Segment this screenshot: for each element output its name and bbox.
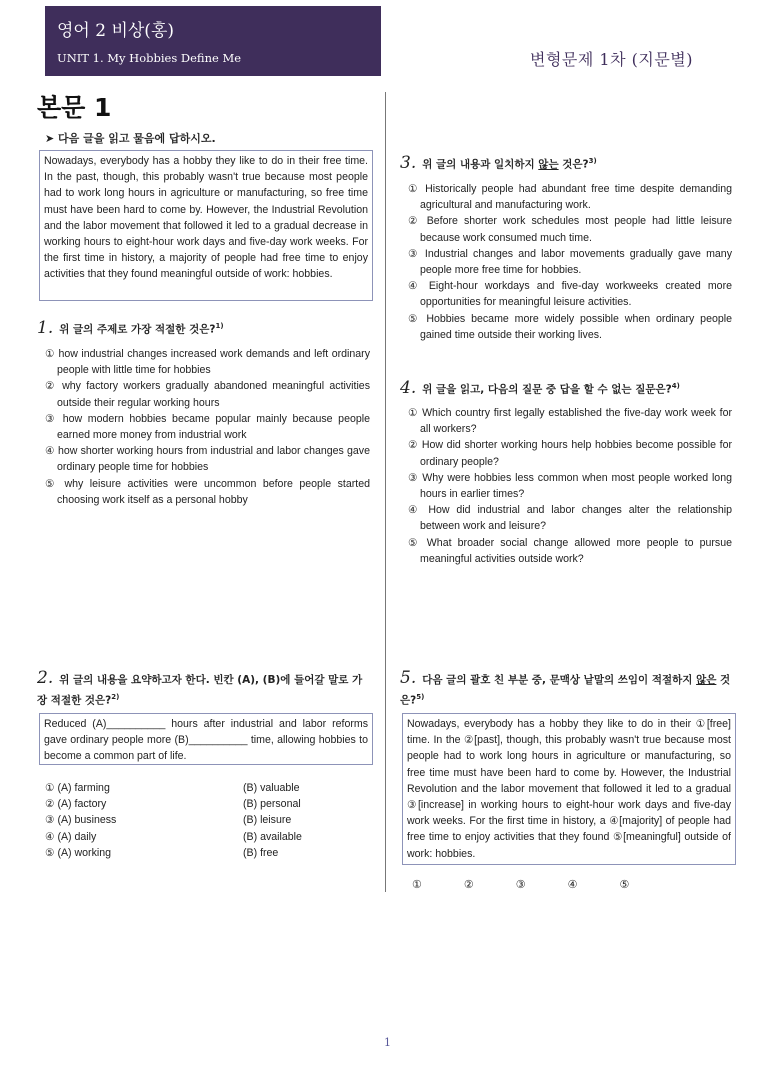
question-4-text: 위 글을 읽고, 다음의 질문 중 답을 할 수 없는 질문은? — [422, 383, 672, 396]
choice-item[interactable]: ① how industrial changes increased work demands and left ordinary people with little time for hobbies — [45, 348, 370, 377]
choice-item[interactable]: ③ Why were hobbies less common when most people worked long hours in earlier times? — [408, 471, 732, 501]
choice-a: ① (A) farming — [45, 782, 110, 794]
question-2-choices — [45, 780, 302, 861]
choice-item[interactable]: ④ How did industrial and labor changes alter the relationship between work and leisure? — [408, 504, 732, 533]
question-3-underlined: 않는 — [538, 158, 559, 171]
choice-row[interactable] — [45, 845, 302, 861]
question-2-footnote: 2) — [111, 693, 120, 701]
question-3-heading — [400, 153, 740, 174]
choice-b: (B) personal — [243, 798, 301, 811]
choice-item[interactable]: ② why factory workers gradually abandoned meaningful activities outside their regular working hours — [45, 380, 370, 409]
question-1-number: 1. — [37, 317, 54, 338]
question-4-footnote: 4) — [671, 382, 680, 390]
choice-b: (B) valuable — [243, 782, 300, 794]
choice-a: ② (A) factory — [45, 798, 107, 811]
choice-item[interactable]: ③ Industrial changes and labor movements gradually gave many people more free time for hobbies. — [408, 247, 732, 277]
question-2-number: 2. — [37, 668, 54, 688]
answer-option[interactable]: ⑤ — [619, 879, 630, 891]
choice-a: ③ (A) business — [45, 814, 117, 827]
question-1-heading — [37, 318, 377, 339]
choice-b: (B) free — [243, 846, 279, 859]
section-title: 본문 1 — [37, 93, 112, 122]
choice-item[interactable]: ⑤ What broader social change allowed more people to pursue meaningful activities outside work? — [408, 536, 732, 565]
header-subtitle: 변형문제 1차 (지문별) — [530, 50, 693, 69]
instruction: ➤ 다음 글을 읽고 물음에 답하시오. — [45, 132, 216, 145]
column-divider — [385, 92, 386, 892]
choice-item[interactable]: ② How did shorter working hours help hobbies become possible for ordinary people? — [408, 439, 732, 468]
choice-item[interactable]: ④ Eight-hour workdays and five-day workweeks created more opportunities for meaningful leisure activities. — [408, 280, 732, 309]
header-unit: UNIT 1. My Hobbies Define Me — [57, 51, 242, 65]
choice-item[interactable]: ① Which country first legally established the five-day work week for all workers? — [408, 407, 732, 436]
choice-a: ⑤ (A) working — [45, 846, 112, 859]
question-3-text-end: 것은? — [558, 158, 589, 171]
choice-b: (B) leisure — [243, 814, 292, 827]
summary-box: Reduced (A)__________ hours after industrial and labor reforms gave ordinary people more (B)__________ time, allowing hobbies to become a common part of life. — [39, 713, 373, 765]
choice-item[interactable]: ⑤ Hobbies became more widely possible when ordinary people gained time outside their working lives. — [408, 312, 732, 341]
passage-box: Nowadays, everybody has a hobby they like to do in their free time. In the past, though, this probably wasn't true because most people had to work long hours in agriculture or manufacturing, so free time must have been hard to come by. However, the Industrial Revolution and the labor movement that followed it led to a gradual decrease in working hours to eight-hour work days and five-day work weeks. For the first time in history, a majority of people had free time to enjoy activities that they found meaningful outside of work: hobbies. — [39, 150, 373, 301]
question-5-heading — [400, 670, 735, 710]
question-5-passage: Nowadays, everybody has a hobby they like to do in their ①[free] time. In the ②[past], though, this probably wasn't true because most people had to work long hours in agriculture or manufacturing, so free time must have been hard to come by. However, the Industrial Revolution and the labor movement that followed it led to a gradual ③[increase] in working hours to eight-hour work days and five-day work weeks. For the first time in history, a ④[majority] of people had free time to enjoy activities that they found ⑤[meaningful] outside of work: hobbies. — [402, 713, 736, 865]
question-4-heading — [400, 378, 740, 399]
question-5-number: 5. — [400, 668, 417, 688]
question-1-choices — [45, 346, 370, 508]
page-number: 1 — [384, 1036, 391, 1049]
question-5-text-end: 것은? — [400, 674, 731, 707]
question-5-footnote: 5) — [416, 693, 425, 701]
answer-option[interactable]: ① — [412, 879, 422, 891]
question-3-choices — [408, 181, 732, 343]
question-5-text: 다음 글의 괄호 친 부분 중, 문맥상 낱말의 쓰임이 적절하지 — [422, 674, 697, 686]
question-5-underlined: 않은 — [696, 674, 717, 686]
header-banner — [45, 6, 381, 76]
choice-a: ④ (A) daily — [45, 830, 97, 843]
question-4-choices — [408, 405, 732, 567]
question-4-number: 4. — [400, 377, 417, 398]
choice-b: (B) available — [243, 830, 302, 843]
choice-row[interactable] — [45, 780, 302, 796]
question-3-text: 위 글의 내용과 일치하지 — [422, 158, 539, 171]
choice-item[interactable]: ② Before shorter work schedules most people had little leisure because work consumed much time. — [408, 215, 732, 244]
answer-option[interactable]: ④ — [567, 879, 578, 891]
question-3-number: 3. — [400, 152, 417, 173]
header-title: 영어 2 비상(홍) — [57, 21, 174, 41]
choice-item[interactable]: ④ how shorter working hours from industrial and labor changes gave ordinary people time for hobbies — [45, 445, 370, 474]
choice-item[interactable]: ⑤ why leisure activities were uncommon before people started choosing work itself as a personal hobby — [45, 477, 370, 506]
question-1-text: 위 글의 주제로 가장 적절한 것은? — [59, 323, 216, 336]
choice-row[interactable] — [45, 796, 302, 812]
choice-row[interactable] — [45, 812, 302, 828]
choice-row[interactable] — [45, 829, 302, 845]
choice-item[interactable]: ① Historically people had abundant free time despite demanding agricultural and manufacturing work. — [408, 183, 732, 212]
answer-option[interactable]: ② — [463, 879, 474, 891]
question-5-answers — [412, 878, 629, 891]
question-2-text: 위 글의 내용을 요약하고자 한다. 빈칸 (A), (B)에 들어갈 말로 가장 적절한 것은? — [37, 674, 363, 707]
answer-option[interactable]: ③ — [515, 879, 526, 891]
question-2-heading — [37, 670, 372, 710]
question-1-footnote: 1) — [215, 322, 224, 330]
question-3-footnote: 3) — [588, 157, 597, 165]
choice-item[interactable]: ③ how modern hobbies became popular mainly because people earned more money from industrial work — [45, 412, 370, 442]
